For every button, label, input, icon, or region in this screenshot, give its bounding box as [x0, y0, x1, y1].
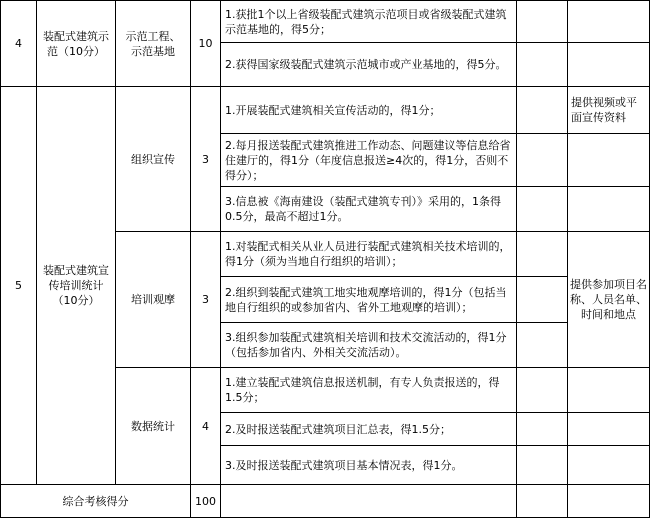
criterion-text: 1.对装配式相关从业人员进行装配式建筑相关技术培训的，得1分（须为当地自行组织的培训）； [225, 240, 511, 268]
score-cell: 10 [198, 37, 213, 50]
score-cell: 3 [202, 293, 209, 306]
materials-cell: 提供参加项目名称、人员名单、时间和地点 [570, 278, 647, 321]
criterion-text: 1.建立装配式建筑信息报送机制，有专人负责报送的，得1.5分； [225, 376, 500, 404]
row-index: 5 [15, 279, 22, 292]
criterion-text: 3.及时报送装配式建筑项目基本情况表，得1分。 [225, 458, 463, 472]
rule [516, 0, 517, 518]
row-index: 4 [15, 37, 22, 50]
criterion-text: 2.组织到装配式建筑工地实地观摩培训的，得1分（包括当地自行组织的或参加省内、省外工地观摩的培训）； [225, 285, 507, 314]
item-cell: 数据统计 [131, 419, 175, 433]
category-cell: 装配式建筑示范（10分） [43, 29, 109, 58]
item-cell: 示范工程、示范基地 [125, 29, 181, 58]
category-cell: 装配式建筑宣传培训统计（10分） [43, 264, 109, 307]
total-score: 100 [195, 494, 216, 508]
total-label: 综合考核得分 [62, 494, 129, 508]
item-cell: 组织宣传 [131, 152, 175, 166]
criterion-text: 2.及时报送装配式建筑项目汇总表，得1.5分； [225, 422, 451, 436]
criterion-text: 3.组织参加装配式建筑相关培训和技术交流活动的，得1分（包括参加省内、外相关交流活动）。 [225, 331, 507, 359]
criterion-text: 1.获批1个以上省级装配式建筑示范项目或省级装配式建筑示范基地的，得5分； [225, 7, 507, 36]
score-cell: 4 [202, 419, 209, 433]
score-cell: 3 [202, 152, 209, 166]
materials-cell: 提供视频或平面宣传资料 [571, 96, 637, 124]
criterion-text: 2.获得国家级装配式建筑示范城市或产业基地的，得5分。 [225, 58, 507, 71]
item-cell: 培训观摩 [131, 293, 175, 306]
criterion-text: 2.每月报送装配式建筑推进工作动态、问题建议等信息给省住建厅的，得1分（年度信息报送≥4次的，得1分，否则不得分）； [225, 138, 511, 182]
criterion-text: 3.信息被《海南建设（装配式建筑专刊）》采用的，1条得0.5分，最高不超过1分。 [225, 195, 501, 223]
criterion-text: 1.开展装配式建筑相关宣传活动的，得1分； [225, 103, 441, 117]
